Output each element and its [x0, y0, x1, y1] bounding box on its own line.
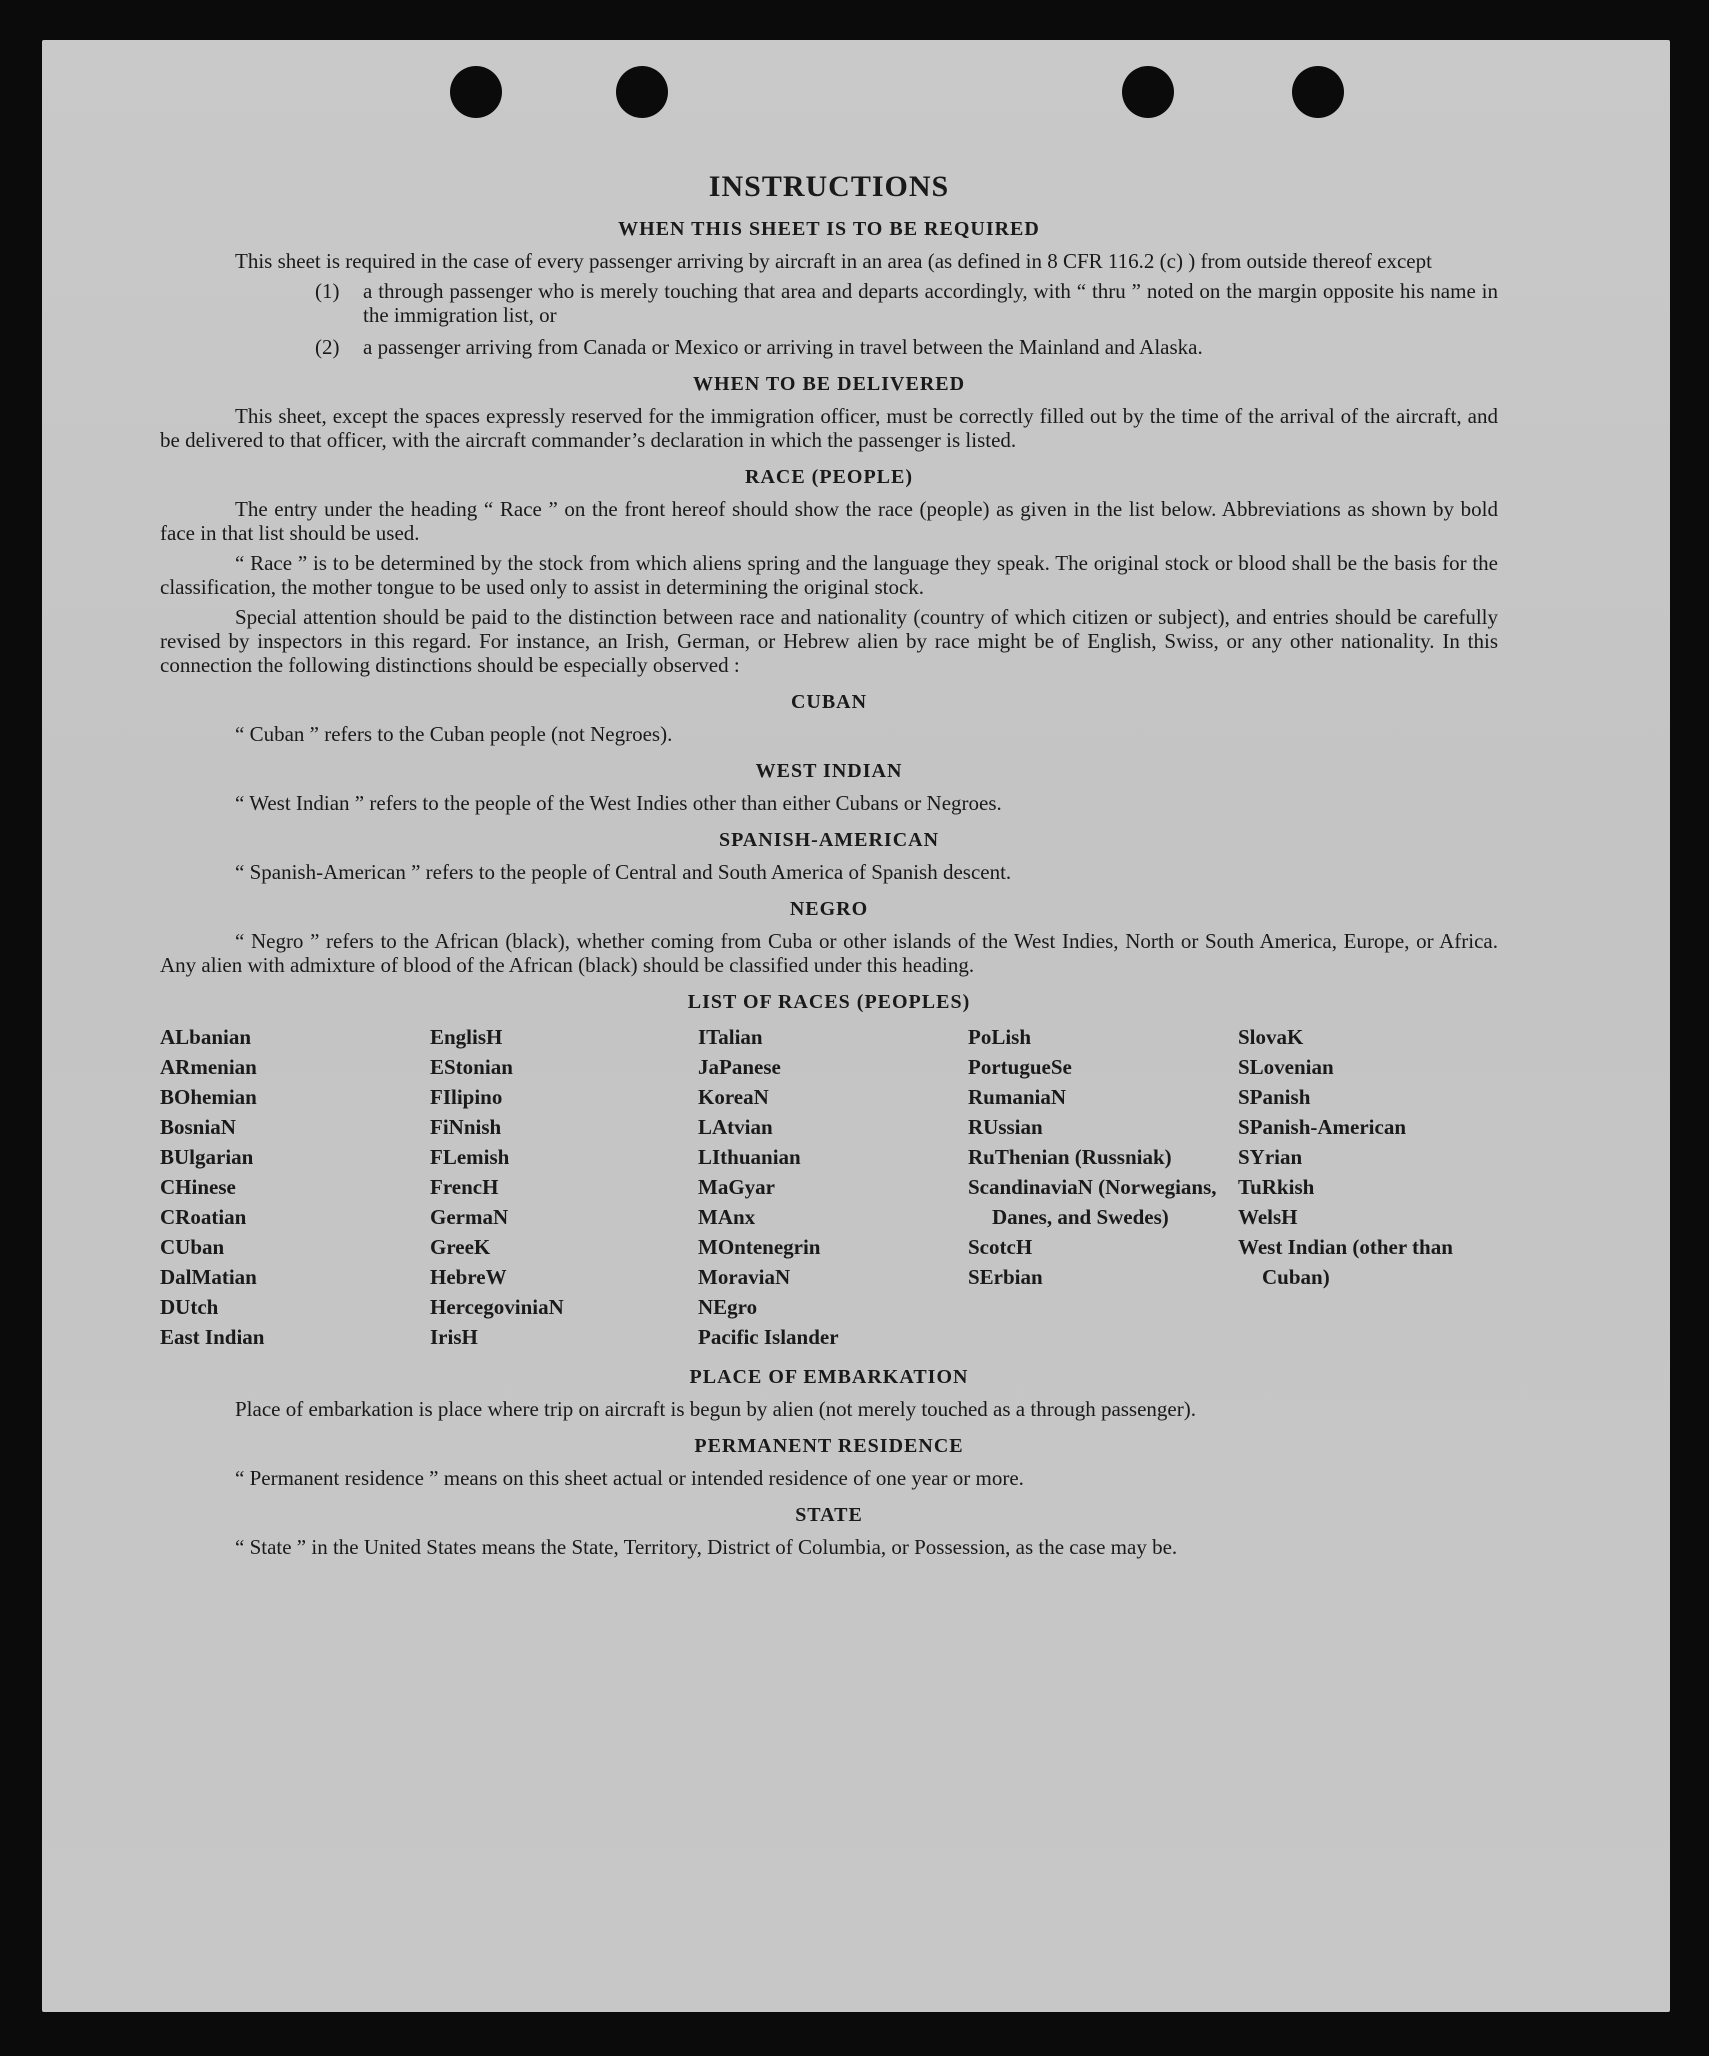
heading-embarkation: PLACE OF EMBARKATION	[689, 1366, 969, 1388]
race-item: MAnx	[698, 1205, 756, 1229]
race-column	[430, 1022, 698, 1352]
race-item: ScotcH	[968, 1235, 1033, 1259]
race-column	[968, 1022, 1238, 1352]
race-item: HebreW	[430, 1265, 507, 1289]
heading-when-delivered: WHEN TO BE DELIVERED	[692, 373, 966, 395]
item-text: a passenger arriving from Canada or Mexico or arriving in travel between the Mainland and Alaska.	[363, 335, 1203, 359]
race-item: ARmenian	[160, 1055, 257, 1079]
punch-hole	[1122, 66, 1174, 118]
item-number: (2)	[315, 335, 340, 359]
race-item: DalMatian	[160, 1265, 257, 1289]
race-item: EnglisH	[430, 1025, 503, 1049]
race-item: PortugueSe	[968, 1055, 1072, 1079]
state-text: “ State ” in the United States means the State, Territory, District of Columbia, or Possession, as the case may be.	[235, 1535, 1178, 1559]
race-column	[698, 1022, 968, 1352]
punch-hole	[1292, 66, 1344, 118]
race-item: East Indian	[160, 1325, 265, 1349]
heading-west-indian: WEST INDIAN	[755, 760, 903, 782]
race-item: TuRkish	[1238, 1175, 1315, 1199]
race-list	[160, 1022, 1498, 1352]
heading-negro: NEGRO	[789, 898, 869, 920]
heading-when-required: WHEN THIS SHEET IS TO BE REQUIRED	[618, 218, 1040, 240]
race-item: CHinese	[160, 1175, 236, 1199]
heading-list-of-races: LIST OF RACES (PEOPLES)	[687, 991, 971, 1013]
heading-residence: PERMANENT RESIDENCE	[694, 1435, 964, 1457]
race-item: BOhemian	[160, 1085, 257, 1109]
race-item: RuThenian (Russniak)	[968, 1145, 1172, 1169]
race-item: SPanish-American	[1238, 1115, 1406, 1139]
race-item: IrisH	[430, 1325, 478, 1349]
heading-race: RACE (PEOPLE)	[745, 466, 913, 488]
embarkation-text: Place of embarkation is place where trip on aircraft is begun by alien (not merely touched as a through passenger).	[235, 1397, 1196, 1421]
race-item: FiNnish	[430, 1115, 502, 1139]
race-item: FIlipino	[430, 1085, 503, 1109]
race-item: BUlgarian	[160, 1145, 254, 1169]
heading-cuban: CUBAN	[790, 691, 868, 713]
list-item	[160, 335, 1498, 359]
race-item: SlovaK	[1238, 1025, 1304, 1049]
race-item: SLovenian	[1238, 1055, 1334, 1079]
race-item: EStonian	[430, 1055, 513, 1079]
race-item: West Indian (other than Cuban)	[1238, 1235, 1453, 1289]
cuban-text: “ Cuban ” refers to the Cuban people (not Negroes).	[235, 722, 673, 746]
race-item: DUtch	[160, 1295, 219, 1319]
race-item: HercegoviniaN	[430, 1295, 564, 1319]
race-column	[1238, 1022, 1498, 1352]
race-item: WelsH	[1238, 1205, 1298, 1229]
heading-state: STATE	[795, 1504, 863, 1526]
negro-text: “ Negro ” refers to the African (black), whether coming from Cuba or other islands of the West Indies, North or South America, Europe, or Africa. Any alien with admixture of blood of the African (black) should be classified under this heading.	[160, 929, 1498, 977]
when-delivered-text: This sheet, except the spaces expressly reserved for the immigration officer, must be correctly filled out by the time of the arrival of the aircraft, and be delivered to that officer, with the aircraft commander’s declaration in which the passenger is listed.	[160, 404, 1498, 452]
race-item: MOntenegrin	[698, 1235, 821, 1259]
race-item: FrencH	[430, 1175, 499, 1199]
race-paragraph-2: “ Race ” is to be determined by the stock from which aliens spring and the language they speak. The original stock or blood shall be the basis for the classification, the mother tongue to be used only to assist in determining the original stock.	[160, 551, 1498, 599]
race-item: CRoatian	[160, 1205, 247, 1229]
race-item: RumaniaN	[968, 1085, 1067, 1109]
punch-hole	[616, 66, 668, 118]
punch-hole	[450, 66, 502, 118]
race-item: MoraviaN	[698, 1265, 791, 1289]
race-item: PoLish	[968, 1025, 1032, 1049]
heading-spanish-american: SPANISH-AMERICAN	[718, 829, 940, 851]
list-item	[160, 279, 1498, 327]
race-item: LAtvian	[698, 1115, 773, 1139]
race-item: FLemish	[430, 1145, 510, 1169]
item-number: (1)	[315, 279, 340, 303]
race-item: ALbanian	[160, 1025, 252, 1049]
item-text: a through passenger who is merely touching that area and departs accordingly, with “ thru ” noted on the margin opposite his name in the immigration list, or	[363, 279, 1498, 327]
page-title: INSTRUCTIONS	[708, 170, 950, 203]
race-item: SPanish	[1238, 1085, 1311, 1109]
race-item: JaPanese	[698, 1055, 781, 1079]
west-indian-text: “ West Indian ” refers to the people of the West Indies other than either Cubans or Negroes.	[235, 791, 1002, 815]
race-item: CUban	[160, 1235, 225, 1259]
race-paragraph-1: The entry under the heading “ Race ” on the front hereof should show the race (people) as given in the list below. Abbreviations as shown by bold face in that list should be used.	[160, 497, 1498, 545]
race-item: BosniaN	[160, 1115, 236, 1139]
when-required-intro: This sheet is required in the case of every passenger arriving by aircraft in an area (as defined in 8 CFR 116.2 (c) ) from outside thereof except	[235, 249, 1432, 273]
spanish-american-text: “ Spanish-American ” refers to the people of Central and South America of Spanish descent.	[235, 860, 1012, 884]
race-item: GreeK	[430, 1235, 491, 1259]
race-item: RUssian	[968, 1115, 1043, 1139]
race-item: SErbian	[968, 1265, 1043, 1289]
race-item: ITalian	[698, 1025, 763, 1049]
residence-text: “ Permanent residence ” means on this sheet actual or intended residence of one year or more.	[235, 1466, 1024, 1490]
race-item: NEgro	[698, 1295, 758, 1319]
race-item: SYrian	[1238, 1145, 1303, 1169]
race-item: MaGyar	[698, 1175, 775, 1199]
race-item: Pacific Islander	[698, 1325, 839, 1349]
race-item: KoreaN	[698, 1085, 769, 1109]
race-item: LIthuanian	[698, 1145, 801, 1169]
document-content	[160, 130, 1498, 1565]
race-item: GermaN	[430, 1205, 509, 1229]
race-item: ScandinaviaN (Norwegians, Danes, and Swedes)	[968, 1175, 1217, 1229]
race-column	[160, 1022, 430, 1352]
race-paragraph-3: Special attention should be paid to the distinction between race and nationality (country of which citizen or subject), and entries should be carefully revised by inspectors in this regard. For instance, an Irish, German, or Hebrew alien by race might be of English, Swiss, or any other nationality. In this connection the following distinctions should be especially observed :	[160, 605, 1498, 677]
